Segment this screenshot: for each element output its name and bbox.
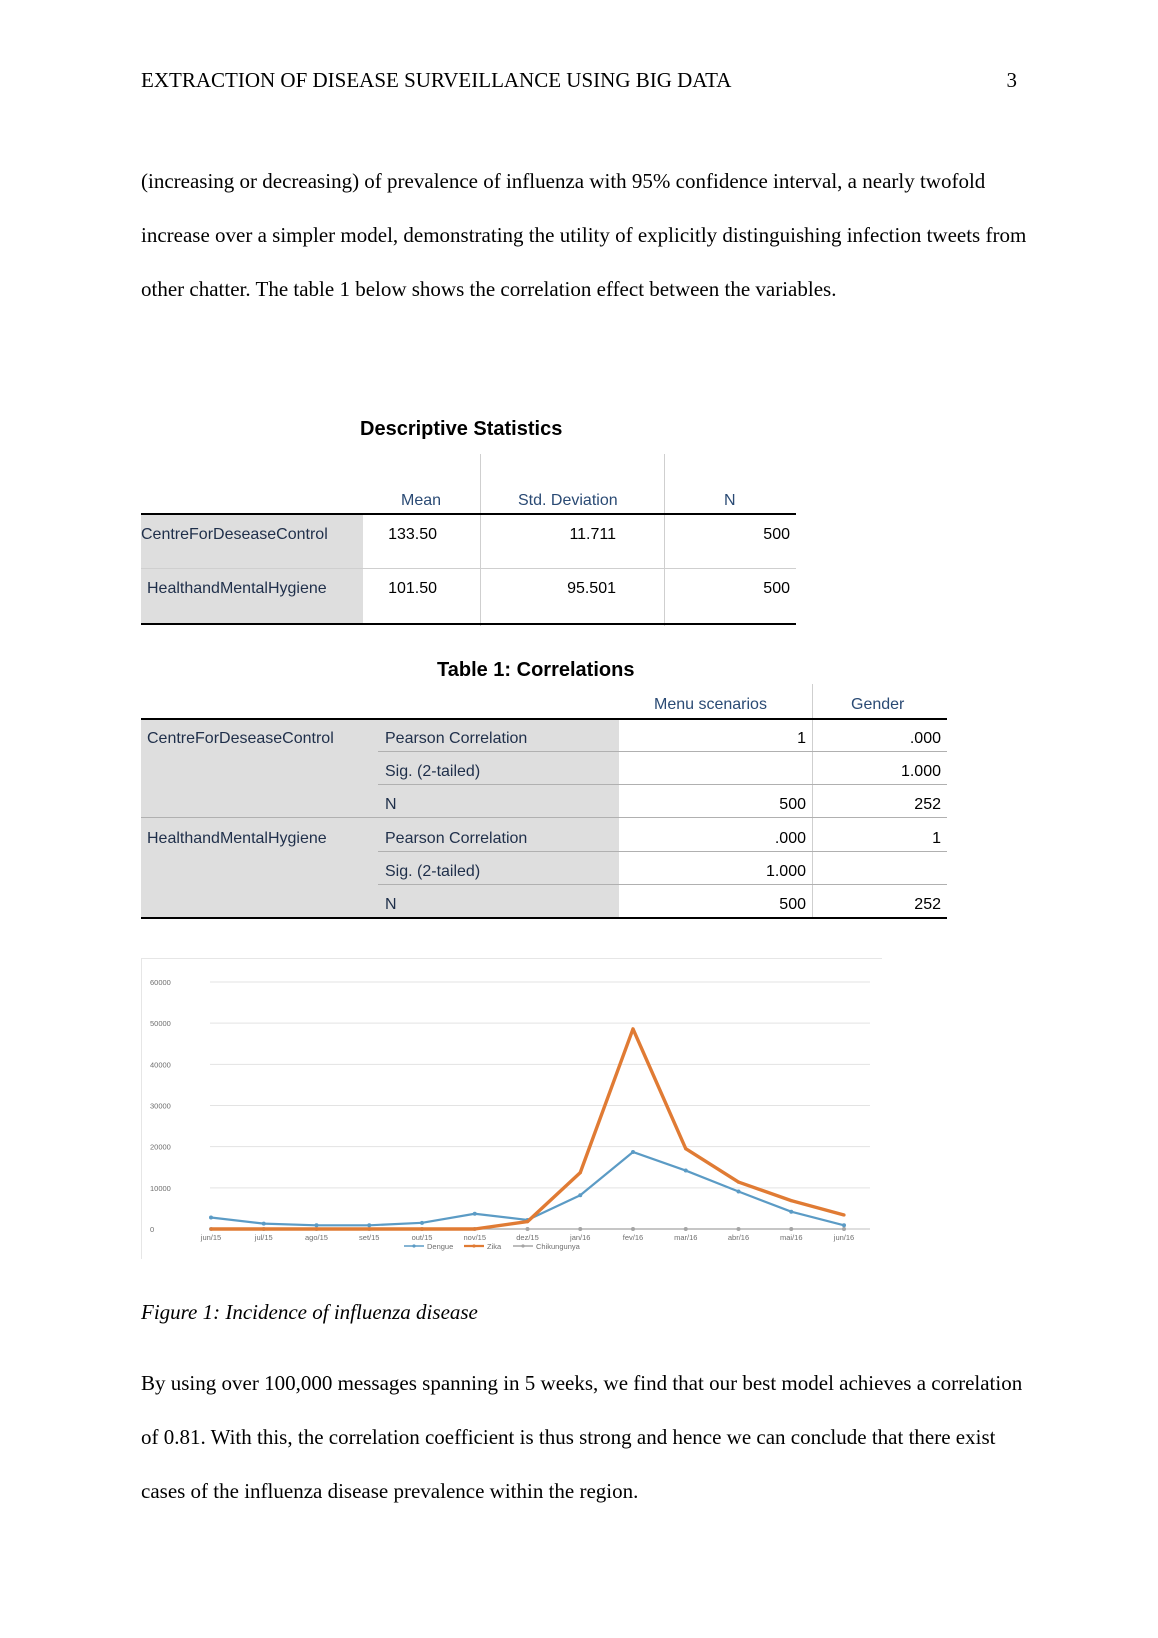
y-tick-label: 40000 (150, 1060, 171, 1070)
table-cell: 1.000 (900, 763, 941, 780)
data-point-dengue (420, 1221, 424, 1225)
incidence-line-chart (141, 958, 882, 1259)
data-point-dengue (209, 1215, 213, 1219)
column-header-mean: Mean (401, 492, 442, 509)
x-tick-label: out/15 (411, 1233, 433, 1242)
x-tick-label: jan/16 (570, 1233, 591, 1242)
x-tick-label: mai/16 (779, 1233, 803, 1242)
descriptive-statistics-table (141, 452, 796, 626)
row-divider (378, 851, 947, 852)
table-cell: 500 (763, 526, 790, 543)
data-point-dengue (684, 1169, 688, 1173)
table-cell: .000 (774, 830, 806, 847)
page-number: 3 (1006, 68, 1017, 92)
x-tick-label: jul/15 (254, 1233, 273, 1242)
data-point-zika (579, 1171, 582, 1174)
data-point-zika (262, 1227, 265, 1230)
row-divider (378, 884, 947, 885)
stat-label: Sig. (2-tailed) (385, 763, 481, 780)
group-label: CentreForDeseaseControl (147, 730, 334, 747)
stat-label: Pearson Correlation (385, 830, 528, 847)
row-divider (378, 751, 947, 752)
x-tick-label: mar/16 (674, 1233, 698, 1242)
data-point-chikungunya (631, 1227, 635, 1231)
correlations-title: Table 1: Correlations (437, 659, 635, 681)
column-divider (480, 454, 481, 626)
data-point-chikungunya (789, 1227, 793, 1231)
table-cell: 11.711 (569, 526, 616, 543)
x-tick-label: dez/15 (516, 1233, 539, 1242)
bottom-rule (141, 917, 947, 919)
table-cell: 252 (914, 796, 941, 813)
table-cell: 1 (797, 730, 806, 747)
running-head (141, 68, 1017, 93)
data-point-dengue (789, 1210, 793, 1214)
x-tick-label: jun/15 (200, 1233, 222, 1242)
x-tick-label: ago/15 (305, 1233, 328, 1242)
data-point-chikungunya (578, 1227, 582, 1231)
row-label: HealthandMentalHygiene (147, 580, 327, 597)
data-point-zika (526, 1220, 529, 1223)
y-tick-label: 50000 (150, 1019, 171, 1029)
data-point-zika (737, 1180, 740, 1183)
data-point-chikungunya (684, 1227, 688, 1231)
table-cell: 500 (779, 896, 806, 913)
chart-canvas (142, 959, 882, 1259)
stat-label: Pearson Correlation (385, 730, 528, 747)
data-point-dengue (578, 1193, 582, 1197)
legend-marker (472, 1244, 475, 1247)
table-cell: 101.50 (388, 580, 437, 597)
stat-label: N (385, 896, 397, 913)
x-tick-label: fev/16 (622, 1233, 644, 1242)
data-point-zika (842, 1213, 845, 1216)
y-tick-label: 60000 (150, 978, 171, 987)
figure-caption: Figure 1: Incidence of influenza disease (141, 1300, 478, 1324)
data-point-dengue (737, 1190, 741, 1194)
series-line-zika (211, 1029, 844, 1229)
header-rule (141, 513, 796, 515)
stat-label: N (385, 796, 397, 813)
legend-marker (521, 1244, 524, 1247)
data-point-dengue (631, 1150, 635, 1154)
data-point-zika (420, 1227, 423, 1230)
data-point-zika (790, 1199, 793, 1202)
data-point-zika (684, 1147, 687, 1150)
y-tick-label: 20000 (150, 1142, 171, 1152)
table-cell: 500 (779, 796, 806, 813)
x-tick-label: jun/16 (833, 1233, 855, 1242)
data-point-chikungunya (737, 1227, 741, 1231)
table-cell: 252 (914, 896, 941, 913)
x-tick-label: nov/15 (463, 1233, 487, 1242)
data-point-zika (631, 1027, 634, 1030)
column-header-std-deviation: Std. Deviation (518, 492, 618, 509)
column-header-menu-scenarios: Menu scenarios (654, 696, 767, 713)
y-tick-label: 0 (150, 1225, 155, 1234)
table-cell: 133.50 (388, 526, 437, 543)
stat-label: Sig. (2-tailed) (385, 863, 481, 880)
x-tick-label: abr/16 (727, 1233, 750, 1242)
group-label: HealthandMentalHygiene (147, 830, 327, 847)
group-divider (141, 817, 947, 818)
table-cell: 95.501 (567, 580, 616, 597)
data-point-dengue (367, 1223, 371, 1227)
row-label-shading (141, 720, 619, 918)
data-point-zika (368, 1227, 371, 1230)
column-header-n: N (724, 492, 736, 509)
x-tick-label: set/15 (359, 1233, 380, 1242)
correlations-table (141, 684, 947, 919)
table-cell: 500 (763, 580, 790, 597)
data-point-chikungunya (842, 1227, 846, 1231)
column-header-gender: Gender (851, 696, 905, 713)
table-cell: .000 (909, 730, 941, 747)
row-label: CentreForDeseaseControl (141, 526, 328, 543)
bottom-rule (141, 623, 796, 625)
data-point-chikungunya (526, 1227, 530, 1231)
data-point-zika (315, 1227, 318, 1230)
legend-label: Dengue (427, 1242, 454, 1251)
series-line-dengue (211, 1152, 844, 1225)
y-tick-label: 30000 (150, 1101, 171, 1111)
data-point-zika (473, 1227, 476, 1230)
body-paragraph-2: By using over 100,000 messages spanning in 5 weeks, we find that our best model achieves a correlation of 0.81. With this, the correlation coefficient is thus strong and hence we can conclude that there exist cases of the influenza disease prevalence within the region. (141, 1371, 1023, 1503)
column-divider (664, 454, 665, 626)
running-head-title: EXTRACTION OF DISEASE SURVEILLANCE USING BIG DATA (141, 68, 732, 92)
data-point-dengue (315, 1223, 319, 1227)
table-cell: 1.000 (765, 863, 806, 880)
row-divider (141, 568, 796, 569)
header-rule (141, 718, 947, 720)
descriptive-statistics-title: Descriptive Statistics (360, 418, 563, 440)
y-tick-label: 10000 (150, 1183, 171, 1193)
legend-label: Zika (487, 1242, 502, 1251)
row-divider (378, 784, 947, 785)
body-paragraph-1: (increasing or decreasing) of prevalence of influenza with 95% confidence interval, a nearly twofold increase over a simpler model, demonstrating the utility of explicitly distinguishing infection tweets from other chatter. The table 1 below shows the correlation effect between the variables. (141, 169, 1027, 301)
data-point-dengue (262, 1222, 266, 1226)
data-point-dengue (842, 1223, 846, 1227)
legend-label: Chikungunya (536, 1242, 580, 1251)
table-cell: 1 (932, 830, 941, 847)
data-point-dengue (473, 1212, 477, 1216)
data-point-zika (209, 1227, 212, 1230)
legend-marker (412, 1244, 415, 1247)
